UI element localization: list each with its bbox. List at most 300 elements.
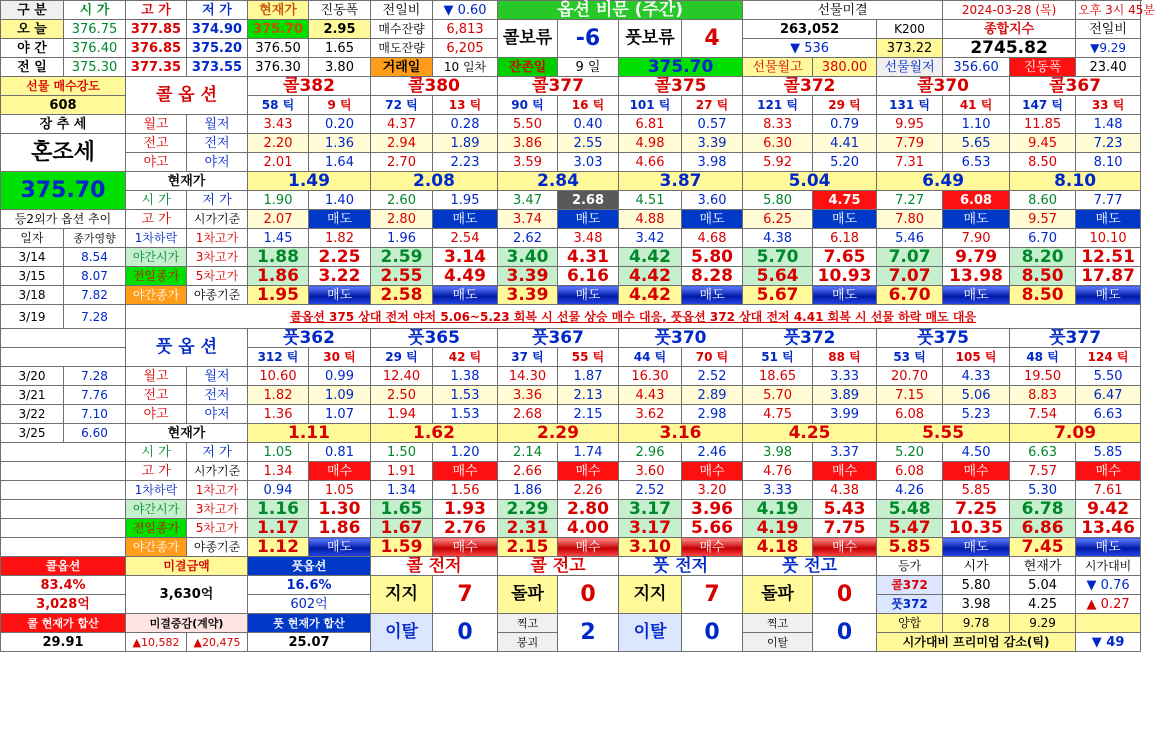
value: 1.64 — [309, 153, 371, 172]
strike-label[interactable]: 풋377 — [1010, 329, 1141, 348]
k200-label: K200 — [877, 20, 943, 39]
value: 5.50 — [1076, 367, 1141, 386]
tick-count: 88 틱 — [813, 348, 877, 367]
value: 7.54 — [1010, 405, 1076, 424]
value: 3.59 — [498, 153, 558, 172]
low-value: 3.60 — [682, 191, 743, 210]
value: 1.05 — [309, 481, 371, 500]
low-value: 5.85 — [1076, 443, 1141, 462]
eq-hdr: 현재가 — [1010, 557, 1076, 576]
page-title: 옵션 비문 (주간) — [498, 1, 743, 20]
strike-label[interactable]: 콜382 — [248, 77, 371, 96]
value: 7.31 — [877, 153, 943, 172]
value: 3.48 — [558, 229, 619, 248]
value: 0.94 — [248, 481, 309, 500]
night-low: 375.20 — [187, 39, 248, 58]
blank — [1, 481, 126, 500]
signal-button[interactable]: 매도 — [943, 286, 1010, 305]
hist-value: 7.28 — [64, 305, 126, 329]
hist-date: 3/22 — [1, 405, 64, 424]
row-label: 전일종가 — [126, 519, 187, 538]
current-price: 8.10 — [1010, 172, 1141, 191]
value: 5.85 — [943, 481, 1010, 500]
call-hold: -6 — [558, 20, 619, 58]
grid-row — [1, 20, 1141, 39]
value: 8.50 — [1010, 267, 1076, 286]
bid-qty-label: 매수잔량 — [371, 20, 433, 39]
night-range: 1.65 — [309, 39, 371, 58]
tick-count: 29 틱 — [813, 96, 877, 115]
current-price: 1.62 — [371, 424, 498, 443]
value: 7.15 — [877, 386, 943, 405]
strike-label[interactable]: 콜375 — [619, 77, 743, 96]
call-touch: 2 — [558, 614, 619, 652]
high-value: 2.66 — [498, 462, 558, 481]
grid-row — [1, 405, 1141, 424]
value: 5.64 — [743, 267, 813, 286]
value: 3.39 — [498, 267, 558, 286]
grid-row — [1, 1, 1141, 20]
current-price: 5.04 — [743, 172, 877, 191]
hist-date: 3/21 — [1, 386, 64, 405]
value: 6.30 — [743, 134, 813, 153]
current-price: 7.09 — [1010, 424, 1141, 443]
value: 0.20 — [309, 115, 371, 134]
signal-button[interactable]: 매수 — [1076, 462, 1141, 481]
low-value: 0.81 — [309, 443, 371, 462]
grid-row — [1, 424, 1141, 443]
value: 1.30 — [309, 500, 371, 519]
value: 8.50 — [1010, 153, 1076, 172]
hdr-call-high: 콜 전고 — [498, 557, 619, 576]
value: 4.19 — [743, 500, 813, 519]
grid-row — [1, 481, 1141, 500]
value: 5.80 — [682, 248, 743, 267]
eq-sum-label: 양합 — [877, 614, 943, 633]
premium-value: ▼ 49 — [1076, 633, 1141, 652]
tick-count: 42 틱 — [433, 348, 498, 367]
high-value: 6.25 — [743, 210, 813, 229]
col-header: 고 가 — [126, 1, 187, 20]
low-value: 1.40 — [309, 191, 371, 210]
row-label: 1차하락 — [126, 481, 187, 500]
tick-count: 16 틱 — [558, 96, 619, 115]
value: 6.47 — [1076, 386, 1141, 405]
grid-row — [1, 58, 1141, 77]
blank — [1, 348, 126, 367]
strike-label[interactable]: 콜367 — [1010, 77, 1141, 96]
call-amount: 3,028억 — [1, 595, 126, 614]
strike-label[interactable]: 콜377 — [498, 77, 619, 96]
value: 3.99 — [813, 405, 877, 424]
put-breakout: 0 — [813, 576, 877, 614]
value: 4.37 — [371, 115, 433, 134]
row-label: 야간시가 — [126, 500, 187, 519]
hist-hdr: 일자 — [1, 229, 64, 248]
value: 3.40 — [498, 248, 558, 267]
value: 6.70 — [877, 286, 943, 305]
signal-button[interactable]: 매도 — [813, 210, 877, 229]
hist-date: 3/19 — [1, 305, 64, 329]
value: 8.10 — [1076, 153, 1141, 172]
grid-row — [1, 210, 1141, 229]
hist-value: 7.10 — [64, 405, 126, 424]
hdr-put-high: 풋 전고 — [743, 557, 877, 576]
unsettled-chg-1: ▲10,582 — [126, 633, 187, 652]
signal-button[interactable]: 매수 — [682, 462, 743, 481]
value: 6.18 — [813, 229, 877, 248]
row-label: 월고 — [126, 367, 187, 386]
value: 10.60 — [248, 367, 309, 386]
eq-hdr: 시가대비 — [1076, 557, 1141, 576]
signal-button[interactable]: 매도 — [943, 210, 1010, 229]
hist-date: 3/14 — [1, 248, 64, 267]
put-breakdown: 0 — [682, 614, 743, 652]
strike-label[interactable]: 풋365 — [371, 329, 498, 348]
grid-row — [1, 462, 1141, 481]
value: 0.40 — [558, 115, 619, 134]
value: 18.65 — [743, 367, 813, 386]
signal-button[interactable]: 매수 — [433, 538, 498, 557]
strike-label[interactable]: 풋370 — [619, 329, 743, 348]
signal-button[interactable]: 매도 — [309, 538, 371, 557]
value: 4.68 — [682, 229, 743, 248]
value: 1.87 — [558, 367, 619, 386]
bid-qty: 6,813 — [433, 20, 498, 39]
low-value: 7.77 — [1076, 191, 1141, 210]
row-label: 시가기준 — [187, 462, 248, 481]
blank — [1, 519, 126, 538]
value: 0.57 — [682, 115, 743, 134]
put-touch: 0 — [813, 614, 877, 652]
open-value: 3.47 — [498, 191, 558, 210]
low-value: 1.95 — [433, 191, 498, 210]
breakout-label: 돌파 — [743, 576, 813, 614]
value: 2.52 — [619, 481, 682, 500]
row-label: 저 가 — [187, 191, 248, 210]
tick-count: 147 틱 — [1010, 96, 1076, 115]
value: 2.98 — [682, 405, 743, 424]
signal-button[interactable]: 매수 — [309, 462, 371, 481]
value: 1.17 — [248, 519, 309, 538]
tick-count: 131 틱 — [877, 96, 943, 115]
row-label-prev: 전 일 — [1, 58, 64, 77]
value: 4.42 — [619, 267, 682, 286]
row-label-today: 오 늘 — [1, 20, 64, 39]
tick-count: 9 틱 — [309, 96, 371, 115]
prev-cmp-label: 전일비 — [1076, 20, 1141, 39]
signal-button[interactable]: 매도 — [682, 286, 743, 305]
row-label: 1차고가 — [187, 229, 248, 248]
unsettled-chg-2: ▲20,475 — [187, 633, 248, 652]
value: 2.01 — [248, 153, 309, 172]
month-high: 380.00 — [813, 58, 877, 77]
value: 4.43 — [619, 386, 682, 405]
value: 2.23 — [433, 153, 498, 172]
value: 4.18 — [743, 538, 813, 557]
value: 8.28 — [682, 267, 743, 286]
tick-count: 70 틱 — [682, 348, 743, 367]
open-value: 7.27 — [877, 191, 943, 210]
value: 5.23 — [943, 405, 1010, 424]
value: 4.33 — [943, 367, 1010, 386]
ask-qty-label: 매도잔량 — [371, 39, 433, 58]
value: 1.86 — [498, 481, 558, 500]
value: 3.20 — [682, 481, 743, 500]
row-label: 전저 — [187, 134, 248, 153]
signal-button[interactable]: 매도 — [558, 286, 619, 305]
hist-value: 7.28 — [64, 367, 126, 386]
month-low: 356.60 — [943, 58, 1010, 77]
current-price: 4.25 — [743, 424, 877, 443]
breakout-label: 돌파 — [498, 576, 558, 614]
value: 3.86 — [498, 134, 558, 153]
row-label: 월고 — [126, 115, 187, 134]
value: 1.48 — [1076, 115, 1141, 134]
unsettled-chg-label: 미결증감(계약) — [126, 614, 248, 633]
row-label: 3차고가 — [187, 248, 248, 267]
row-label: 야간종가 — [126, 286, 187, 305]
signal-button[interactable]: 매수 — [558, 538, 619, 557]
value: 3.17 — [619, 500, 682, 519]
value: 13.98 — [943, 267, 1010, 286]
high-value: 7.80 — [877, 210, 943, 229]
eq-hdr: 시가 — [943, 557, 1010, 576]
grid-row — [1, 134, 1141, 153]
value: 6.53 — [943, 153, 1010, 172]
value: 1.12 — [248, 538, 309, 557]
tick-count: 72 틱 — [371, 96, 433, 115]
strike-label[interactable]: 콜380 — [371, 77, 498, 96]
value: 5.66 — [682, 519, 743, 538]
tick-count: 55 틱 — [558, 348, 619, 367]
signal-button[interactable]: 매수 — [813, 462, 877, 481]
today-low: 374.90 — [187, 20, 248, 39]
high-value: 3.60 — [619, 462, 682, 481]
blank — [1, 443, 126, 462]
value: 1.34 — [371, 481, 433, 500]
row-label: 전저 — [187, 386, 248, 405]
grid-row — [1, 248, 1141, 267]
signal-button[interactable]: 매도 — [309, 210, 371, 229]
value: 4.41 — [813, 134, 877, 153]
row-label: 야저 — [187, 405, 248, 424]
current-price: 2.84 — [498, 172, 619, 191]
k200-value: 373.22 — [877, 39, 943, 58]
tick-count: 37 틱 — [498, 348, 558, 367]
current-price: 3.87 — [619, 172, 743, 191]
row-label: 고 가 — [126, 462, 187, 481]
hdr-put-low: 풋 전저 — [619, 557, 743, 576]
value: 6.08 — [877, 405, 943, 424]
grid-row — [1, 267, 1141, 286]
row-label: 야고 — [126, 405, 187, 424]
value: 7.61 — [1076, 481, 1141, 500]
value: 10.10 — [1076, 229, 1141, 248]
value: 1.09 — [309, 386, 371, 405]
value: 4.00 — [558, 519, 619, 538]
signal-button[interactable]: 매도 — [309, 286, 371, 305]
open-value: 2.96 — [619, 443, 682, 462]
signal-button[interactable]: 매수 — [682, 538, 743, 557]
month-high-label: 선물월고 — [743, 58, 813, 77]
row-label: 5차고가 — [187, 519, 248, 538]
value: 5.43 — [813, 500, 877, 519]
value: 3.98 — [682, 153, 743, 172]
value: 3.03 — [558, 153, 619, 172]
value: 1.82 — [309, 229, 371, 248]
value: 4.31 — [558, 248, 619, 267]
low-value: 2.68 — [558, 191, 619, 210]
value: 5.50 — [498, 115, 558, 134]
eq-name: 콜372 — [877, 576, 943, 595]
grid-row — [1, 115, 1141, 134]
call-pct: 83.4% — [1, 576, 126, 595]
value: 2.58 — [371, 286, 433, 305]
unsettled-value: 3,630억 — [126, 576, 248, 614]
blank — [1076, 614, 1141, 633]
eq-sum2: 9.29 — [1010, 614, 1076, 633]
signal-button[interactable]: 매도 — [943, 538, 1010, 557]
put-sum: 25.07 — [248, 633, 371, 652]
row-label: 시 가 — [126, 443, 187, 462]
col-header: 구 분 — [1, 1, 64, 20]
hist-value: 7.82 — [64, 286, 126, 305]
vibration-label: 진동폭 — [1010, 58, 1076, 77]
remain-label: 잔존일 — [498, 58, 558, 77]
eq-sum1: 9.78 — [943, 614, 1010, 633]
signal-button[interactable]: 매도 — [1076, 538, 1141, 557]
oi-change: ▼ 536 — [743, 39, 877, 58]
tick-count: 53 틱 — [877, 348, 943, 367]
signal-button[interactable]: 매도 — [1076, 210, 1141, 229]
open-value: 8.60 — [1010, 191, 1076, 210]
strike-label[interactable]: 콜370 — [877, 77, 1010, 96]
value: 2.20 — [248, 134, 309, 153]
month-low-label: 선물월저 — [877, 58, 943, 77]
value: 8.50 — [1010, 286, 1076, 305]
row-label: 저 가 — [187, 443, 248, 462]
eq-diff: ▼ 0.76 — [1076, 576, 1141, 595]
value: 1.53 — [433, 386, 498, 405]
value: 2.52 — [682, 367, 743, 386]
open-value: 3.98 — [743, 443, 813, 462]
value: 3.42 — [619, 229, 682, 248]
value: 5.70 — [743, 248, 813, 267]
today-current: 375.70 — [248, 20, 309, 39]
value: 1.56 — [433, 481, 498, 500]
value: 10.35 — [943, 519, 1010, 538]
strike-label[interactable]: 콜372 — [743, 77, 877, 96]
tick-count: 41 틱 — [943, 96, 1010, 115]
call-hold-label: 콜보류 — [498, 20, 558, 58]
strike-label[interactable]: 풋367 — [498, 329, 619, 348]
low-value: 6.08 — [943, 191, 1010, 210]
call-breakdown: 0 — [433, 614, 498, 652]
signal-button[interactable]: 매도 — [682, 210, 743, 229]
value: 16.30 — [619, 367, 682, 386]
signal-button[interactable]: 매도 — [433, 286, 498, 305]
futures-oi-label: 선물미결 — [743, 1, 943, 20]
call-support: 7 — [433, 576, 498, 614]
signal-button[interactable]: 매수 — [813, 538, 877, 557]
current-price: 2.08 — [371, 172, 498, 191]
value: 2.89 — [682, 386, 743, 405]
row-label: 시가기준 — [187, 210, 248, 229]
value: 4.66 — [619, 153, 682, 172]
signal-button[interactable]: 매도 — [433, 210, 498, 229]
grid-row — [1, 367, 1141, 386]
value: 3.33 — [813, 367, 877, 386]
signal-button[interactable]: 매수 — [943, 462, 1010, 481]
value: 4.49 — [433, 267, 498, 286]
grid-row — [1, 191, 1141, 210]
value: 4.42 — [619, 248, 682, 267]
row-label: 야간종가 — [126, 538, 187, 557]
value: 6.63 — [1076, 405, 1141, 424]
index-label: 종합지수 — [943, 20, 1076, 39]
value: 0.99 — [309, 367, 371, 386]
value: 5.67 — [743, 286, 813, 305]
value: 1.67 — [371, 519, 433, 538]
signal-button[interactable]: 매수 — [433, 462, 498, 481]
signal-button[interactable]: 매도 — [558, 210, 619, 229]
eq-open: 5.80 — [943, 576, 1010, 595]
tick-count: 312 틱 — [248, 348, 309, 367]
value: 3.10 — [619, 538, 682, 557]
strike-label[interactable]: 풋372 — [743, 329, 877, 348]
value: 3.43 — [248, 115, 309, 134]
value: 9.45 — [1010, 134, 1076, 153]
tick-count: 101 틱 — [619, 96, 682, 115]
value: 1.89 — [433, 134, 498, 153]
tick-count: 48 틱 — [1010, 348, 1076, 367]
signal-button[interactable]: 매도 — [813, 286, 877, 305]
put-sum-label: 풋 현재가 합산 — [248, 614, 371, 633]
signal-button[interactable]: 매수 — [558, 462, 619, 481]
value: 2.94 — [371, 134, 433, 153]
value: 5.47 — [877, 519, 943, 538]
blank — [1, 538, 126, 557]
value: 10.93 — [813, 267, 877, 286]
current-price: 5.55 — [877, 424, 1010, 443]
tick-count: 27 틱 — [682, 96, 743, 115]
row-label: 야고 — [126, 153, 187, 172]
put-amount: 602억 — [248, 595, 371, 614]
signal-button[interactable]: 매도 — [1076, 286, 1141, 305]
value: 4.98 — [619, 134, 682, 153]
value: 1.59 — [371, 538, 433, 557]
open-value: 1.05 — [248, 443, 309, 462]
touch-label: 찍고 — [498, 614, 558, 633]
value: 7.45 — [1010, 538, 1076, 557]
call-summary-label: 콜옵션 — [1, 557, 126, 576]
strength-value: 608 — [1, 96, 126, 115]
current-price: 1.11 — [248, 424, 371, 443]
open-value: 6.63 — [1010, 443, 1076, 462]
row-label: 고 가 — [126, 210, 187, 229]
value: 7.90 — [943, 229, 1010, 248]
strike-label[interactable]: 풋362 — [248, 329, 371, 348]
support-label: 지지 — [371, 576, 433, 614]
value: 2.50 — [371, 386, 433, 405]
strike-label[interactable]: 풋375 — [877, 329, 1010, 348]
index-change: ▼9.29 — [1076, 39, 1141, 58]
futures-oi: 263,052 — [743, 20, 877, 39]
value: 1.53 — [433, 405, 498, 424]
grid-row — [1, 500, 1141, 519]
value: 2.80 — [558, 500, 619, 519]
